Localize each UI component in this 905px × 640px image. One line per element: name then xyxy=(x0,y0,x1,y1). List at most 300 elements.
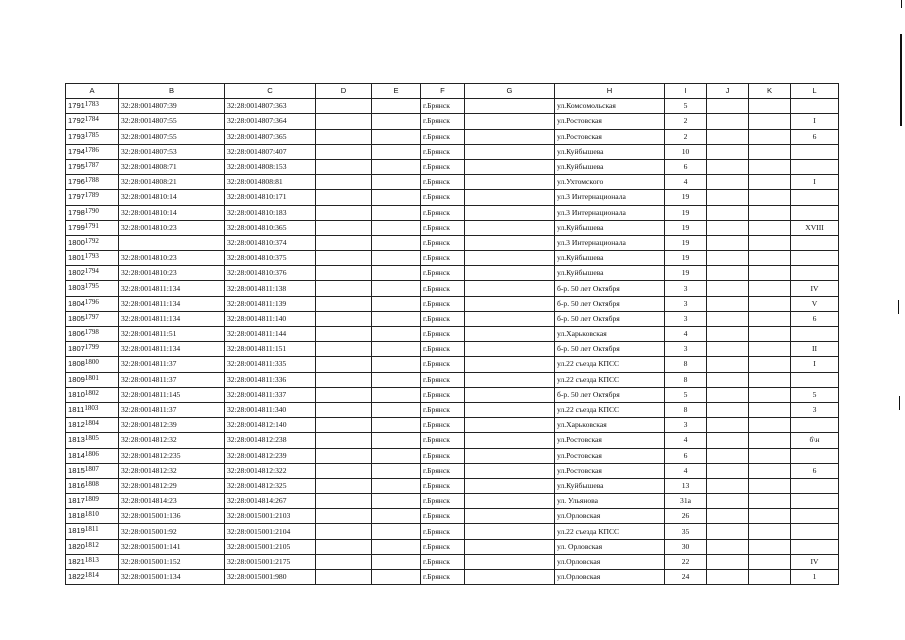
cell-f[interactable]: г.Брянск xyxy=(421,175,465,190)
cell-j[interactable] xyxy=(707,296,749,311)
cell-l[interactable] xyxy=(791,251,839,266)
cell-i[interactable]: 2 xyxy=(665,129,707,144)
cell-k[interactable] xyxy=(749,494,791,509)
cell-c[interactable]: 32:28:0014811:340 xyxy=(225,402,316,417)
cell-i[interactable]: 3 xyxy=(665,342,707,357)
cell-d[interactable] xyxy=(316,402,372,417)
cell-b[interactable]: 32:28:0014810:14 xyxy=(119,190,225,205)
row-number-cell[interactable] xyxy=(66,129,119,144)
cell-e[interactable] xyxy=(372,144,421,159)
row-number-cell[interactable] xyxy=(66,144,119,159)
cell-c[interactable]: 32:28:0014807:364 xyxy=(225,114,316,129)
cell-d[interactable] xyxy=(316,494,372,509)
cell-k[interactable] xyxy=(749,402,791,417)
column-header-g[interactable]: G xyxy=(465,84,555,99)
cell-f[interactable]: г.Брянск xyxy=(421,554,465,569)
cell-h[interactable]: ул.22 съезда КПСС xyxy=(555,372,665,387)
cell-b[interactable]: 32:28:0014812:32 xyxy=(119,433,225,448)
cell-k[interactable] xyxy=(749,144,791,159)
cell-e[interactable] xyxy=(372,539,421,554)
cell-j[interactable] xyxy=(707,99,749,114)
cell-h[interactable]: ул.Харьковская xyxy=(555,327,665,342)
cell-d[interactable] xyxy=(316,554,372,569)
cell-j[interactable] xyxy=(707,509,749,524)
cell-b[interactable]: 32:28:0014811:134 xyxy=(119,281,225,296)
cell-g[interactable] xyxy=(465,539,555,554)
cell-l[interactable] xyxy=(791,205,839,220)
cell-k[interactable] xyxy=(749,266,791,281)
cell-d[interactable] xyxy=(316,448,372,463)
cell-k[interactable] xyxy=(749,327,791,342)
cell-g[interactable] xyxy=(465,175,555,190)
cell-i[interactable]: 6 xyxy=(665,448,707,463)
cell-h[interactable]: ул.Куйбышева xyxy=(555,478,665,493)
cell-j[interactable] xyxy=(707,418,749,433)
cell-c[interactable]: 32:28:0014810:375 xyxy=(225,251,316,266)
cell-l[interactable]: I xyxy=(791,175,839,190)
cell-g[interactable] xyxy=(465,478,555,493)
cell-e[interactable] xyxy=(372,281,421,296)
column-header-b[interactable]: B xyxy=(119,84,225,99)
row-number-cell[interactable] xyxy=(66,387,119,402)
cell-b[interactable]: 32:28:0014811:37 xyxy=(119,357,225,372)
cell-d[interactable] xyxy=(316,433,372,448)
cell-f[interactable]: г.Брянск xyxy=(421,311,465,326)
cell-j[interactable] xyxy=(707,570,749,585)
cell-i[interactable]: 35 xyxy=(665,524,707,539)
cell-d[interactable] xyxy=(316,99,372,114)
cell-e[interactable] xyxy=(372,205,421,220)
cell-e[interactable] xyxy=(372,402,421,417)
row-number-cell[interactable] xyxy=(66,327,119,342)
cell-f[interactable]: г.Брянск xyxy=(421,296,465,311)
cell-l[interactable] xyxy=(791,190,839,205)
row-number-cell[interactable] xyxy=(66,251,119,266)
cell-f[interactable]: г.Брянск xyxy=(421,494,465,509)
cell-h[interactable]: ул.3 Интернационала xyxy=(555,190,665,205)
cell-g[interactable] xyxy=(465,387,555,402)
cell-c[interactable]: 32:28:0014814:267 xyxy=(225,494,316,509)
row-number-cell[interactable] xyxy=(66,205,119,220)
cell-b[interactable]: 32:28:0014807:53 xyxy=(119,144,225,159)
cell-e[interactable] xyxy=(372,99,421,114)
cell-k[interactable] xyxy=(749,296,791,311)
cell-h[interactable]: ул. Орловская xyxy=(555,539,665,554)
cell-d[interactable] xyxy=(316,144,372,159)
cell-j[interactable] xyxy=(707,554,749,569)
cell-c[interactable]: 32:28:0014807:363 xyxy=(225,99,316,114)
cell-d[interactable] xyxy=(316,524,372,539)
cell-h[interactable]: ул.Комсомольская xyxy=(555,99,665,114)
cell-l[interactable] xyxy=(791,266,839,281)
cell-j[interactable] xyxy=(707,448,749,463)
cell-f[interactable]: г.Брянск xyxy=(421,478,465,493)
cell-l[interactable] xyxy=(791,372,839,387)
cell-f[interactable]: г.Брянск xyxy=(421,539,465,554)
cell-c[interactable]: 32:28:0014807:365 xyxy=(225,129,316,144)
cell-d[interactable] xyxy=(316,129,372,144)
cell-e[interactable] xyxy=(372,251,421,266)
cell-g[interactable] xyxy=(465,190,555,205)
cell-c[interactable]: 32:28:0015001:2175 xyxy=(225,554,316,569)
cell-e[interactable] xyxy=(372,387,421,402)
cell-i[interactable]: 5 xyxy=(665,99,707,114)
cell-c[interactable]: 32:28:0014812:325 xyxy=(225,478,316,493)
cell-b[interactable]: 32:28:0014812:32 xyxy=(119,463,225,478)
cell-i[interactable]: 22 xyxy=(665,554,707,569)
cell-e[interactable] xyxy=(372,524,421,539)
row-number-cell[interactable] xyxy=(66,433,119,448)
cell-i[interactable]: 8 xyxy=(665,402,707,417)
cell-b[interactable]: 32:28:0014812:235 xyxy=(119,448,225,463)
cell-f[interactable]: г.Брянск xyxy=(421,159,465,174)
cell-i[interactable]: 4 xyxy=(665,433,707,448)
cell-i[interactable]: 5 xyxy=(665,387,707,402)
cell-l[interactable]: XVIII xyxy=(791,220,839,235)
cell-b[interactable]: 32:28:0014811:134 xyxy=(119,311,225,326)
cell-b[interactable]: 32:28:0014808:21 xyxy=(119,175,225,190)
cell-l[interactable]: 6 xyxy=(791,311,839,326)
cell-d[interactable] xyxy=(316,281,372,296)
cell-k[interactable] xyxy=(749,372,791,387)
cell-b[interactable]: 32:28:0014810:14 xyxy=(119,205,225,220)
cell-b[interactable]: 32:28:0014811:145 xyxy=(119,387,225,402)
row-number-cell[interactable] xyxy=(66,448,119,463)
cell-d[interactable] xyxy=(316,418,372,433)
cell-f[interactable]: г.Брянск xyxy=(421,220,465,235)
cell-h[interactable]: ул.Ростовская xyxy=(555,433,665,448)
cell-d[interactable] xyxy=(316,372,372,387)
cell-i[interactable]: 19 xyxy=(665,266,707,281)
column-header-i[interactable]: I xyxy=(665,84,707,99)
cell-h[interactable]: ул. Ульянова xyxy=(555,494,665,509)
cell-e[interactable] xyxy=(372,448,421,463)
cell-d[interactable] xyxy=(316,266,372,281)
cell-e[interactable] xyxy=(372,478,421,493)
cell-l[interactable]: IV xyxy=(791,281,839,296)
cell-e[interactable] xyxy=(372,570,421,585)
cell-k[interactable] xyxy=(749,524,791,539)
column-header-d[interactable]: D xyxy=(316,84,372,99)
cell-j[interactable] xyxy=(707,159,749,174)
cell-c[interactable]: 32:28:0014810:183 xyxy=(225,205,316,220)
cell-b[interactable]: 32:28:0015001:92 xyxy=(119,524,225,539)
cell-l[interactable] xyxy=(791,99,839,114)
cell-j[interactable] xyxy=(707,266,749,281)
cell-k[interactable] xyxy=(749,539,791,554)
cell-h[interactable]: ул.Ухтомского xyxy=(555,175,665,190)
cell-c[interactable]: 32:28:0014811:138 xyxy=(225,281,316,296)
cell-l[interactable] xyxy=(791,539,839,554)
column-header-k[interactable]: K xyxy=(749,84,791,99)
cell-g[interactable] xyxy=(465,448,555,463)
cell-k[interactable] xyxy=(749,418,791,433)
cell-c[interactable]: 32:28:0014812:140 xyxy=(225,418,316,433)
cell-l[interactable] xyxy=(791,509,839,524)
cell-i[interactable]: 3 xyxy=(665,311,707,326)
cell-l[interactable] xyxy=(791,327,839,342)
cell-g[interactable] xyxy=(465,251,555,266)
cell-i[interactable]: 4 xyxy=(665,327,707,342)
row-number-cell[interactable] xyxy=(66,509,119,524)
cell-c[interactable]: 32:28:0015001:2103 xyxy=(225,509,316,524)
cell-d[interactable] xyxy=(316,220,372,235)
cell-j[interactable] xyxy=(707,357,749,372)
row-number-cell[interactable] xyxy=(66,524,119,539)
cell-l[interactable] xyxy=(791,478,839,493)
cell-b[interactable]: 32:28:0014811:134 xyxy=(119,296,225,311)
cell-f[interactable]: г.Брянск xyxy=(421,205,465,220)
cell-g[interactable] xyxy=(465,311,555,326)
cell-d[interactable] xyxy=(316,175,372,190)
row-number-cell[interactable] xyxy=(66,478,119,493)
row-number-cell[interactable] xyxy=(66,570,119,585)
cell-k[interactable] xyxy=(749,99,791,114)
row-number-cell[interactable] xyxy=(66,539,119,554)
cell-d[interactable] xyxy=(316,509,372,524)
cell-b[interactable]: 32:28:0014812:39 xyxy=(119,418,225,433)
row-number-cell[interactable] xyxy=(66,281,119,296)
row-number-cell[interactable] xyxy=(66,372,119,387)
cell-b[interactable]: 32:28:0015001:134 xyxy=(119,570,225,585)
cell-g[interactable] xyxy=(465,418,555,433)
cell-c[interactable]: 32:28:0015001:980 xyxy=(225,570,316,585)
cell-h[interactable]: ул.Орловская xyxy=(555,570,665,585)
cell-g[interactable] xyxy=(465,281,555,296)
cell-l[interactable] xyxy=(791,235,839,250)
cell-h[interactable]: ул.3 Интернационала xyxy=(555,205,665,220)
cell-l[interactable]: 1 xyxy=(791,570,839,585)
cell-e[interactable] xyxy=(372,494,421,509)
row-number-cell[interactable] xyxy=(66,114,119,129)
cell-i[interactable]: 2 xyxy=(665,114,707,129)
cell-e[interactable] xyxy=(372,114,421,129)
cell-c[interactable]: 32:28:0014812:238 xyxy=(225,433,316,448)
cell-j[interactable] xyxy=(707,342,749,357)
cell-k[interactable] xyxy=(749,570,791,585)
cell-b[interactable]: 32:28:0015001:152 xyxy=(119,554,225,569)
cell-f[interactable]: г.Брянск xyxy=(421,235,465,250)
cell-b[interactable]: 32:28:0014810:23 xyxy=(119,266,225,281)
cell-g[interactable] xyxy=(465,220,555,235)
cell-d[interactable] xyxy=(316,311,372,326)
cell-h[interactable]: ул.Ростовская xyxy=(555,129,665,144)
row-number-cell[interactable] xyxy=(66,296,119,311)
cell-b[interactable]: 32:28:0014812:29 xyxy=(119,478,225,493)
cell-f[interactable]: г.Брянск xyxy=(421,342,465,357)
cell-g[interactable] xyxy=(465,205,555,220)
cell-b[interactable]: 32:28:0014810:23 xyxy=(119,220,225,235)
cell-j[interactable] xyxy=(707,478,749,493)
cell-i[interactable]: 19 xyxy=(665,205,707,220)
cell-h[interactable]: б-р. 50 лет Октября xyxy=(555,387,665,402)
cell-h[interactable]: б-р. 50 лет Октября xyxy=(555,296,665,311)
cell-b[interactable]: 32:28:0015001:136 xyxy=(119,509,225,524)
cell-h[interactable]: ул.Ростовская xyxy=(555,448,665,463)
cell-k[interactable] xyxy=(749,175,791,190)
cell-k[interactable] xyxy=(749,235,791,250)
cell-g[interactable] xyxy=(465,509,555,524)
cell-c[interactable]: 32:28:0015001:2104 xyxy=(225,524,316,539)
cell-j[interactable] xyxy=(707,327,749,342)
cell-k[interactable] xyxy=(749,387,791,402)
cell-g[interactable] xyxy=(465,372,555,387)
cell-k[interactable] xyxy=(749,205,791,220)
cell-l[interactable]: IV xyxy=(791,554,839,569)
cell-f[interactable]: г.Брянск xyxy=(421,463,465,478)
cell-b[interactable]: 32:28:0014807:39 xyxy=(119,99,225,114)
cell-k[interactable] xyxy=(749,448,791,463)
cell-i[interactable]: 19 xyxy=(665,190,707,205)
column-header-l[interactable]: L xyxy=(791,84,839,99)
cell-e[interactable] xyxy=(372,357,421,372)
cell-g[interactable] xyxy=(465,114,555,129)
cell-i[interactable]: 13 xyxy=(665,478,707,493)
cell-f[interactable]: г.Брянск xyxy=(421,266,465,281)
cell-i[interactable]: 3 xyxy=(665,296,707,311)
cell-e[interactable] xyxy=(372,327,421,342)
cell-i[interactable]: 26 xyxy=(665,509,707,524)
cell-g[interactable] xyxy=(465,402,555,417)
cell-g[interactable] xyxy=(465,463,555,478)
cell-b[interactable]: 32:28:0014810:23 xyxy=(119,251,225,266)
cell-c[interactable]: 32:28:0014807:407 xyxy=(225,144,316,159)
cell-k[interactable] xyxy=(749,342,791,357)
cell-i[interactable]: 31а xyxy=(665,494,707,509)
row-number-cell[interactable] xyxy=(66,494,119,509)
cell-h[interactable]: ул.Куйбышева xyxy=(555,251,665,266)
cell-c[interactable]: 32:28:0014808:81 xyxy=(225,175,316,190)
cell-e[interactable] xyxy=(372,463,421,478)
cell-l[interactable]: I xyxy=(791,114,839,129)
cell-i[interactable]: 8 xyxy=(665,357,707,372)
cell-c[interactable]: 32:28:0014811:144 xyxy=(225,327,316,342)
cell-f[interactable]: г.Брянск xyxy=(421,372,465,387)
cell-h[interactable]: ул.22 съезда КПСС xyxy=(555,402,665,417)
cell-c[interactable]: 32:28:0014811:139 xyxy=(225,296,316,311)
cell-h[interactable]: ул.Харьковская xyxy=(555,418,665,433)
cell-e[interactable] xyxy=(372,433,421,448)
cell-k[interactable] xyxy=(749,281,791,296)
cell-b[interactable]: 32:28:0014814:23 xyxy=(119,494,225,509)
cell-g[interactable] xyxy=(465,235,555,250)
cell-g[interactable] xyxy=(465,357,555,372)
cell-j[interactable] xyxy=(707,402,749,417)
cell-h[interactable]: ул.Куйбышева xyxy=(555,266,665,281)
cell-h[interactable]: ул.22 съезда КПСС xyxy=(555,524,665,539)
column-header-f[interactable]: F xyxy=(421,84,465,99)
cell-l[interactable]: 5 xyxy=(791,387,839,402)
row-number-cell[interactable] xyxy=(66,235,119,250)
cell-b[interactable]: 32:28:0014808:71 xyxy=(119,159,225,174)
row-number-cell[interactable] xyxy=(66,99,119,114)
cell-d[interactable] xyxy=(316,159,372,174)
cell-h[interactable]: б-р. 50 лет Октября xyxy=(555,311,665,326)
cell-e[interactable] xyxy=(372,509,421,524)
row-number-cell[interactable] xyxy=(66,190,119,205)
cell-b[interactable]: 32:28:0015001:141 xyxy=(119,539,225,554)
cell-g[interactable] xyxy=(465,129,555,144)
row-number-cell[interactable] xyxy=(66,266,119,281)
cell-j[interactable] xyxy=(707,129,749,144)
cell-j[interactable] xyxy=(707,281,749,296)
cell-e[interactable] xyxy=(372,296,421,311)
cell-l[interactable]: 3 xyxy=(791,402,839,417)
column-header-c[interactable]: C xyxy=(225,84,316,99)
cell-l[interactable] xyxy=(791,494,839,509)
cell-j[interactable] xyxy=(707,524,749,539)
cell-h[interactable]: ул.Ростовская xyxy=(555,463,665,478)
cell-d[interactable] xyxy=(316,387,372,402)
row-number-cell[interactable] xyxy=(66,220,119,235)
cell-j[interactable] xyxy=(707,190,749,205)
cell-c[interactable]: 32:28:0014812:322 xyxy=(225,463,316,478)
cell-g[interactable] xyxy=(465,296,555,311)
cell-c[interactable]: 32:28:0014812:239 xyxy=(225,448,316,463)
cell-e[interactable] xyxy=(372,266,421,281)
cell-f[interactable]: г.Брянск xyxy=(421,327,465,342)
cell-k[interactable] xyxy=(749,311,791,326)
row-number-cell[interactable] xyxy=(66,159,119,174)
cell-h[interactable]: ул.Куйбышева xyxy=(555,220,665,235)
cell-e[interactable] xyxy=(372,220,421,235)
cell-l[interactable]: I xyxy=(791,357,839,372)
cell-d[interactable] xyxy=(316,190,372,205)
cell-d[interactable] xyxy=(316,205,372,220)
cell-b[interactable]: 32:28:0014811:134 xyxy=(119,342,225,357)
cell-h[interactable]: ул.Ростовская xyxy=(555,114,665,129)
cell-k[interactable] xyxy=(749,251,791,266)
cell-d[interactable] xyxy=(316,357,372,372)
cell-f[interactable]: г.Брянск xyxy=(421,448,465,463)
cell-f[interactable]: г.Брянск xyxy=(421,190,465,205)
cell-d[interactable] xyxy=(316,114,372,129)
cell-d[interactable] xyxy=(316,539,372,554)
cell-j[interactable] xyxy=(707,114,749,129)
cell-j[interactable] xyxy=(707,144,749,159)
cell-l[interactable] xyxy=(791,448,839,463)
cell-g[interactable] xyxy=(465,433,555,448)
cell-d[interactable] xyxy=(316,463,372,478)
row-number-cell[interactable] xyxy=(66,463,119,478)
cell-j[interactable] xyxy=(707,205,749,220)
cell-k[interactable] xyxy=(749,159,791,174)
cell-i[interactable]: 19 xyxy=(665,220,707,235)
cell-f[interactable]: г.Брянск xyxy=(421,129,465,144)
cell-l[interactable]: 6 xyxy=(791,129,839,144)
cell-i[interactable]: 6 xyxy=(665,159,707,174)
cell-i[interactable]: 19 xyxy=(665,235,707,250)
cell-g[interactable] xyxy=(465,144,555,159)
cell-f[interactable]: г.Брянск xyxy=(421,114,465,129)
cell-b[interactable] xyxy=(119,235,225,250)
cell-f[interactable]: г.Брянск xyxy=(421,281,465,296)
cell-f[interactable]: г.Брянск xyxy=(421,251,465,266)
cell-i[interactable]: 4 xyxy=(665,175,707,190)
cell-j[interactable] xyxy=(707,494,749,509)
cell-g[interactable] xyxy=(465,524,555,539)
cell-f[interactable]: г.Брянск xyxy=(421,570,465,585)
cell-f[interactable]: г.Брянск xyxy=(421,99,465,114)
cell-f[interactable]: г.Брянск xyxy=(421,402,465,417)
row-number-cell[interactable] xyxy=(66,402,119,417)
cell-k[interactable] xyxy=(749,433,791,448)
cell-c[interactable]: 32:28:0014810:171 xyxy=(225,190,316,205)
row-number-cell[interactable] xyxy=(66,311,119,326)
cell-k[interactable] xyxy=(749,554,791,569)
cell-h[interactable]: ул.3 Интернационала xyxy=(555,235,665,250)
cell-i[interactable]: 3 xyxy=(665,418,707,433)
